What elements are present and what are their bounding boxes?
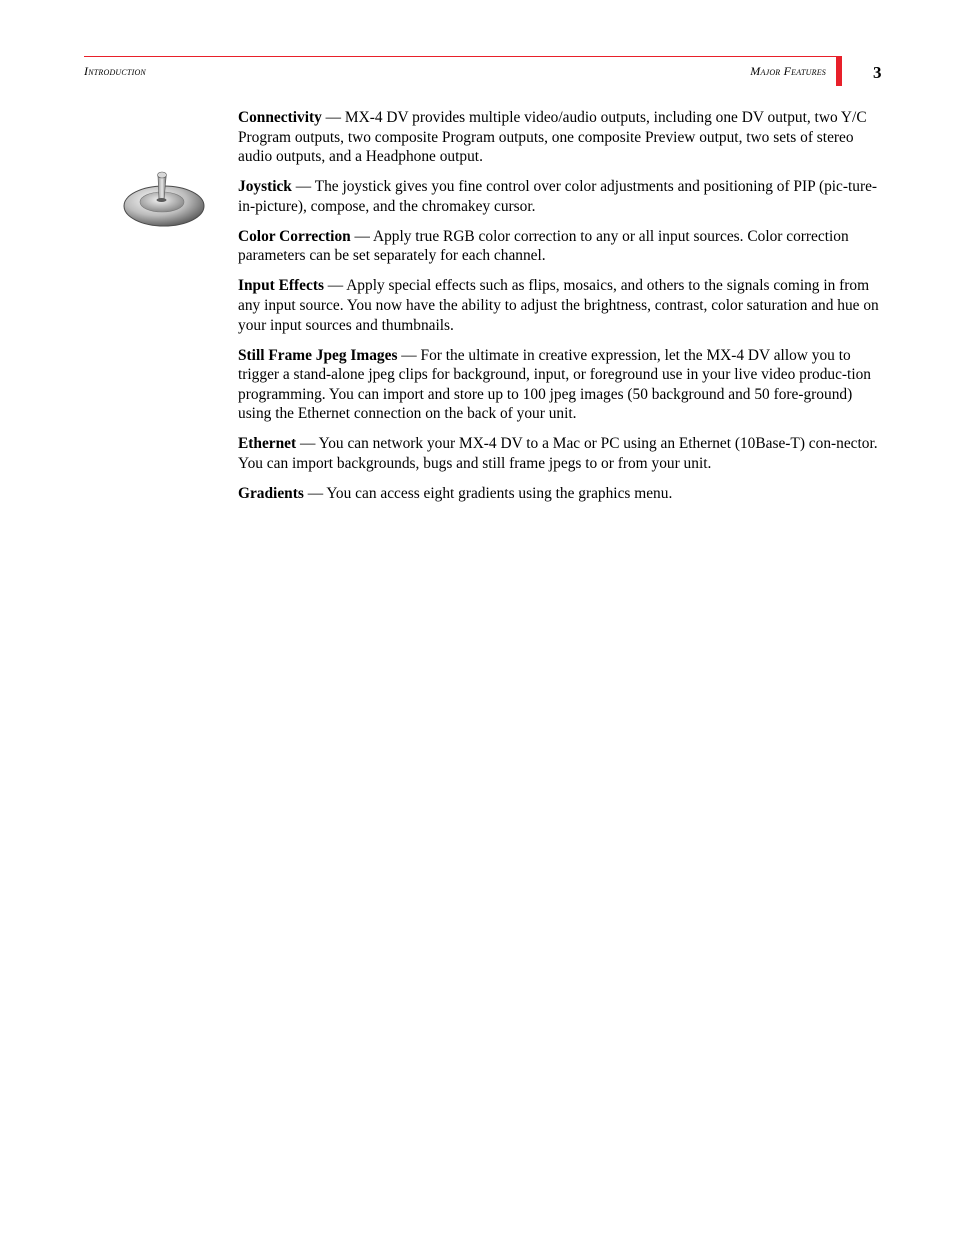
feature-list [238, 108, 886, 514]
header-rule [84, 56, 838, 57]
feature-text: You can network your MX-4 DV to a Mac or PC using an Ethernet (10Base-T) con-nector. You can import backgrounds, bugs and still frame jpegs to or from your unit. [238, 435, 878, 472]
feature-ethernet [238, 434, 886, 473]
dash: — [397, 346, 421, 364]
feature-text: MX-4 DV provides multiple video/audio outputs, including one DV output, two Y/C Program outputs, two composite Program outputs, one composite Preview output, two sets of stereo audio outputs, and a Headphone output. [238, 109, 867, 166]
feature-text: Apply special effects such as flips, mosaics, and others to the signals coming in from any input source. You now have the ability to adjust the brightness, contrast, color saturation and hue on your input sources and thumbnails. [238, 277, 879, 334]
dash: — [350, 227, 373, 245]
feature-term: Gradients [238, 484, 304, 502]
feature-term: Input Effects [238, 277, 324, 295]
feature-text: For the ultimate in creative expression, let the MX-4 DV allow you to trigger a stand-alone jpeg clips for background, input, or foreground use in your live video produc-tion programming. You can import and store up to 100 jpeg images (50 background and 50 fore-ground) using the Ethernet connection on the back of your unit. [238, 346, 871, 423]
dash: — [291, 178, 315, 196]
feature-term: Joystick [238, 178, 292, 196]
running-header-chapter: Major Features [750, 64, 826, 78]
feature-gradients [238, 484, 886, 504]
page-number: 3 [873, 63, 882, 82]
feature-joystick [238, 177, 886, 216]
feature-connectivity [238, 108, 886, 167]
feature-text: Apply true RGB color correction to any or all input sources. Color correction parameters can be set separately for each channel. [238, 227, 849, 265]
feature-term: Color Correction [238, 227, 351, 245]
feature-text: The joystick gives you fine control over color adjustments and positioning of PIP (pic-ture-in-picture), compose, and the chromakey cursor. [238, 178, 878, 215]
feature-term: Still Frame Jpeg Images [238, 346, 398, 364]
feature-input-effects [238, 276, 886, 335]
joystick-icon [122, 166, 206, 228]
feature-still-frame-jpeg [238, 346, 886, 424]
dash: — [323, 277, 347, 295]
header-tab-marker [836, 56, 842, 86]
feature-term: Ethernet [238, 435, 297, 453]
feature-color-correction [238, 227, 886, 266]
dash: — [296, 435, 319, 453]
feature-text: You can access eight gradients using the graphics menu. [326, 484, 673, 502]
dash: — [321, 109, 345, 126]
running-header-section: Introduction [84, 64, 146, 78]
feature-term: Connectivity [238, 109, 322, 126]
dash: — [303, 484, 327, 502]
